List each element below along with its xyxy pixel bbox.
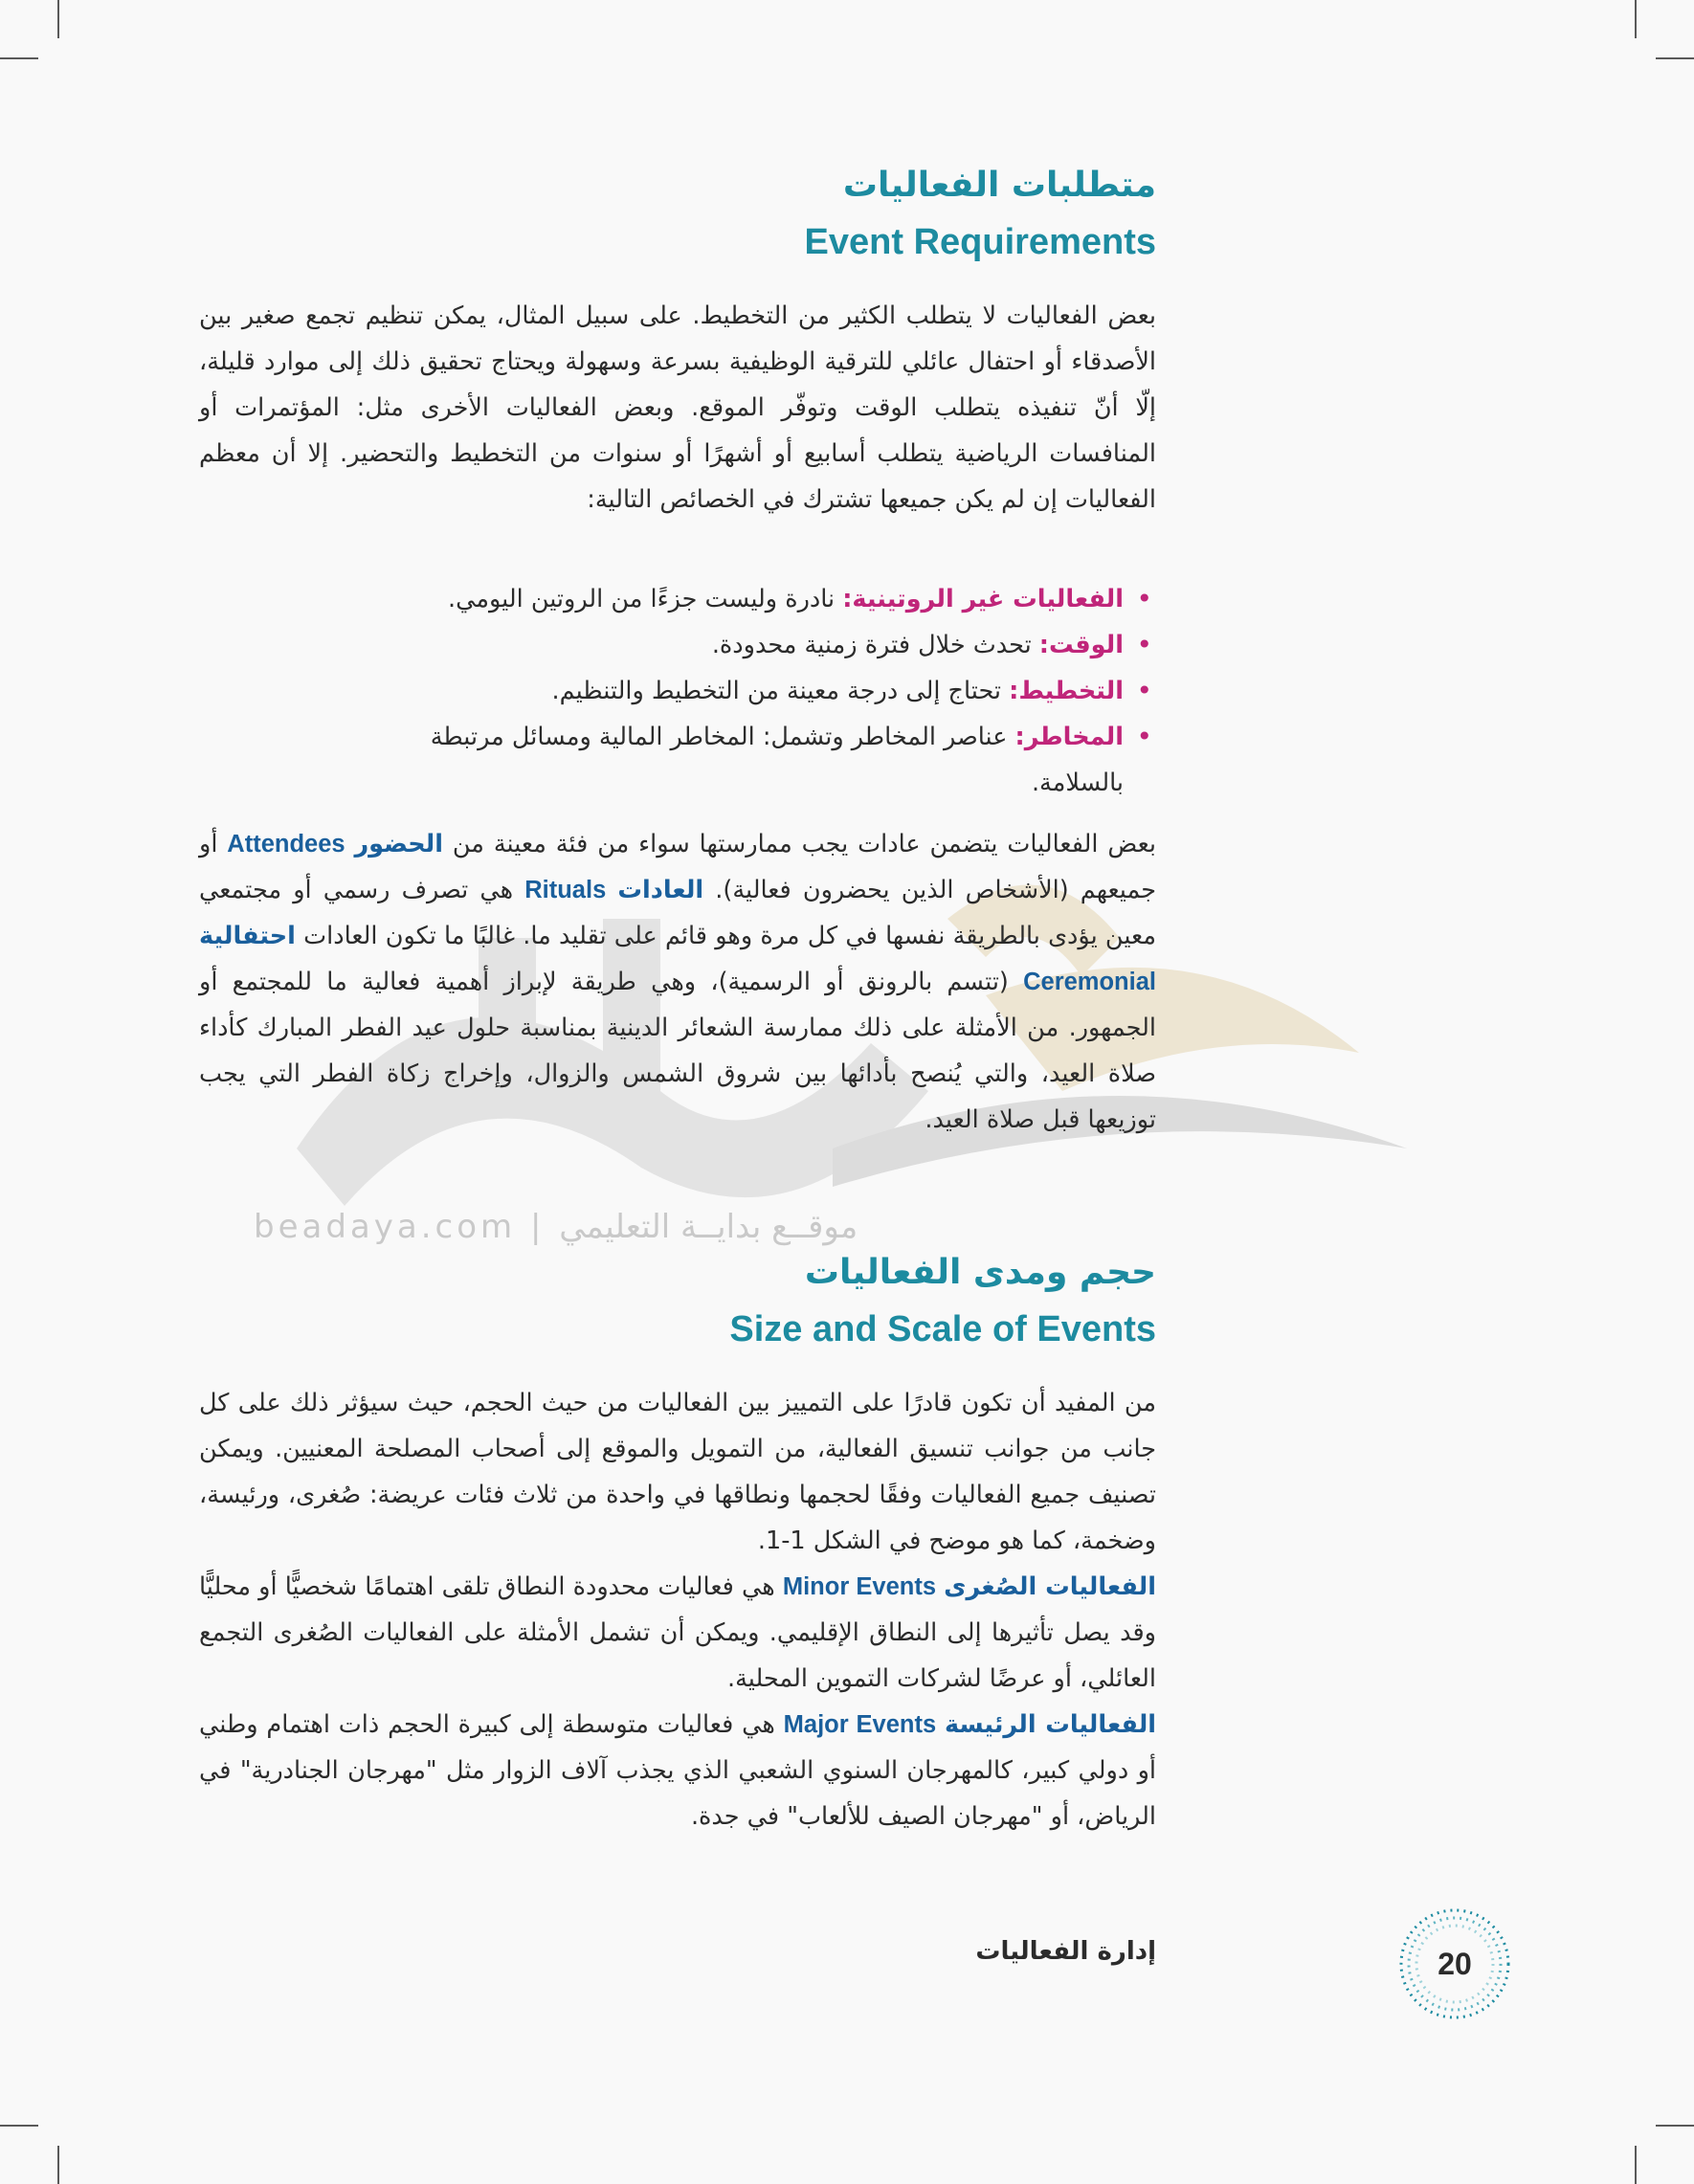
crop-mark [57, 0, 59, 38]
keyword-ceremonial-en: Ceremonial [1023, 969, 1156, 995]
rituals-paragraph [199, 821, 1156, 1143]
list-item [339, 668, 1124, 714]
crop-mark [0, 2125, 38, 2127]
crop-mark [1635, 0, 1637, 38]
text-run: أو جميعهم (الأشخاص الذين يحضرون فعالية). [199, 830, 1156, 904]
section-heading-english: Event Requirements [804, 222, 1156, 262]
crop-mark [1635, 2146, 1637, 2184]
list-item [339, 622, 1124, 668]
keyword-ceremonial-ar: احتفالية [199, 922, 296, 950]
crop-mark [1656, 57, 1694, 59]
text-run: هي فعاليات متوسطة إلى كبيرة الحجم ذات اهتمام وطني أو دولي كبير، كالمهرجان السنوي الشعبي الذي يجذب آلاف الزوار مثل "مهرجان الجنادرية" في الرياض، أو "مهرجان الصيف للألعاب" في جدة. [199, 1710, 1156, 1831]
section-heading-arabic: حجم ومدى الفعاليات [804, 1253, 1156, 1292]
text-run: بعض الفعاليات يتضمن عادات يجب ممارستها سواء من فئة معينة من [442, 830, 1156, 858]
keyword-minor-en: Minor Events [782, 1573, 937, 1600]
text-run: هي فعاليات محدودة النطاق تلقى اهتمامًا شخصيًّا أو محليًّا وقد يصل تأثيرها إلى النطاق الإقليمي. ويمكن أن تشمل الأمثلة على الفعاليات الصُغرى التجمع العائلي، أو عرضًا لشركات التموين المحلية. [199, 1572, 1156, 1693]
bullet-term: الوقت: [1038, 631, 1124, 659]
list-item [339, 714, 1124, 806]
section-heading-arabic: متطلبات الفعاليات [842, 166, 1156, 205]
bullet-text: تحتاج إلى درجة معينة من التخطيط والتنظيم. [551, 677, 1010, 705]
page-number: 20 [1438, 1947, 1472, 1981]
keyword-major-en: Major Events [783, 1711, 937, 1738]
text-run: هي تصرف رسمي أو مجتمعي معين يؤدى بالطريقة نفسها في كل مرة وهو قائم على تقليد ما. غالبًا ما تكون العادات [199, 876, 1156, 950]
keyword-attendees-ar: الحضور [354, 830, 443, 858]
footer-book-title: إدارة الفعاليات [975, 1937, 1156, 1966]
size-paragraph: من المفيد أن تكون قادرًا على التمييز بين الفعاليات من حيث الحجم، حيث سيؤثر ذلك على كل جانب من جوانب تنسيق الفعالية، من التمويل والموقع إلى أصحاب المصلحة المعنيين. ويمكن تصنيف جميع الفعاليات وفقًا لحجمها ونطاقها في واحدة من ثلاث فئات عريضة: صُغرى، ورئيسة، وضخمة، كما هو موضح في الشكل 1-1. [199, 1389, 1156, 1555]
crop-mark [0, 57, 38, 59]
bullet-term: المخاطر: [1014, 723, 1124, 751]
crop-mark [1656, 2125, 1694, 2127]
major-events-paragraph [199, 1702, 1156, 1839]
minor-events-paragraph [199, 1564, 1156, 1702]
bullet-text: تحدث خلال فترة زمنية محدودة. [711, 631, 1039, 659]
keyword-minor-ar: الفعاليات الصُغرى [944, 1572, 1156, 1601]
intro-paragraph: بعض الفعاليات لا يتطلب الكثير من التخطيط. على سبيل المثال، يمكن تنظيم تجمع صغير بين الأصدقاء أو احتفال عائلي للترقية الوظيفية بسرعة وسهولة ويحتاج تحقيق ذلك إلى موارد قليلة، إلّا أنّ تنفيذه يتطلب الوقت وتوفّر الموقع. وبعض الفعاليات الأخرى مثل: المؤتمرات أو المنافسات الرياضية يتطلب أسابيع أو أشهرًا أو سنوات من التخطيط والتحضير. إلا أن معظم الفعاليات إن لم يكن جميعها تشترك في الخصائص التالية: [199, 301, 1156, 514]
bullet-term: الفعاليات غير الروتينية: [842, 585, 1124, 613]
bullet-text: نادرة وليست جزءًا من الروتين اليومي. [447, 585, 843, 613]
keyword-major-ar: الفعاليات الرئيسة [945, 1710, 1157, 1739]
keyword-rituals-ar: العادات [617, 876, 704, 904]
section-heading-english: Size and Scale of Events [729, 1309, 1156, 1349]
bullet-text: عناصر المخاطر وتشمل: المخاطر المالية ومسائل مرتبطة بالسلامة. [430, 723, 1124, 797]
watermark-site-text: beadaya.com | موقــع بدايــة التعليمي [254, 1208, 858, 1246]
keyword-rituals-en: Rituals [524, 877, 607, 903]
list-item [339, 576, 1124, 622]
bullet-term: التخطيط: [1009, 677, 1124, 705]
text-run: (تتسم بالرونق أو الرسمية)، وهي طريقة لإبراز أهمية فعالية ما للمجتمع أو الجمهور. من الأمثلة على ذلك ممارسة الشعائر الدينية بمناسبة حلول عيد الفطر المبارك كأداء صلاة العيد، والتي يُنصح بأدائها بين شروق الشمس والزوال، وإخراج زكاة الفطر التي يجب توزيعها قبل صلاة العيد. [199, 968, 1156, 1134]
crop-mark [57, 2146, 59, 2184]
keyword-attendees-en: Attendees [227, 831, 345, 858]
characteristics-list [339, 576, 1156, 806]
